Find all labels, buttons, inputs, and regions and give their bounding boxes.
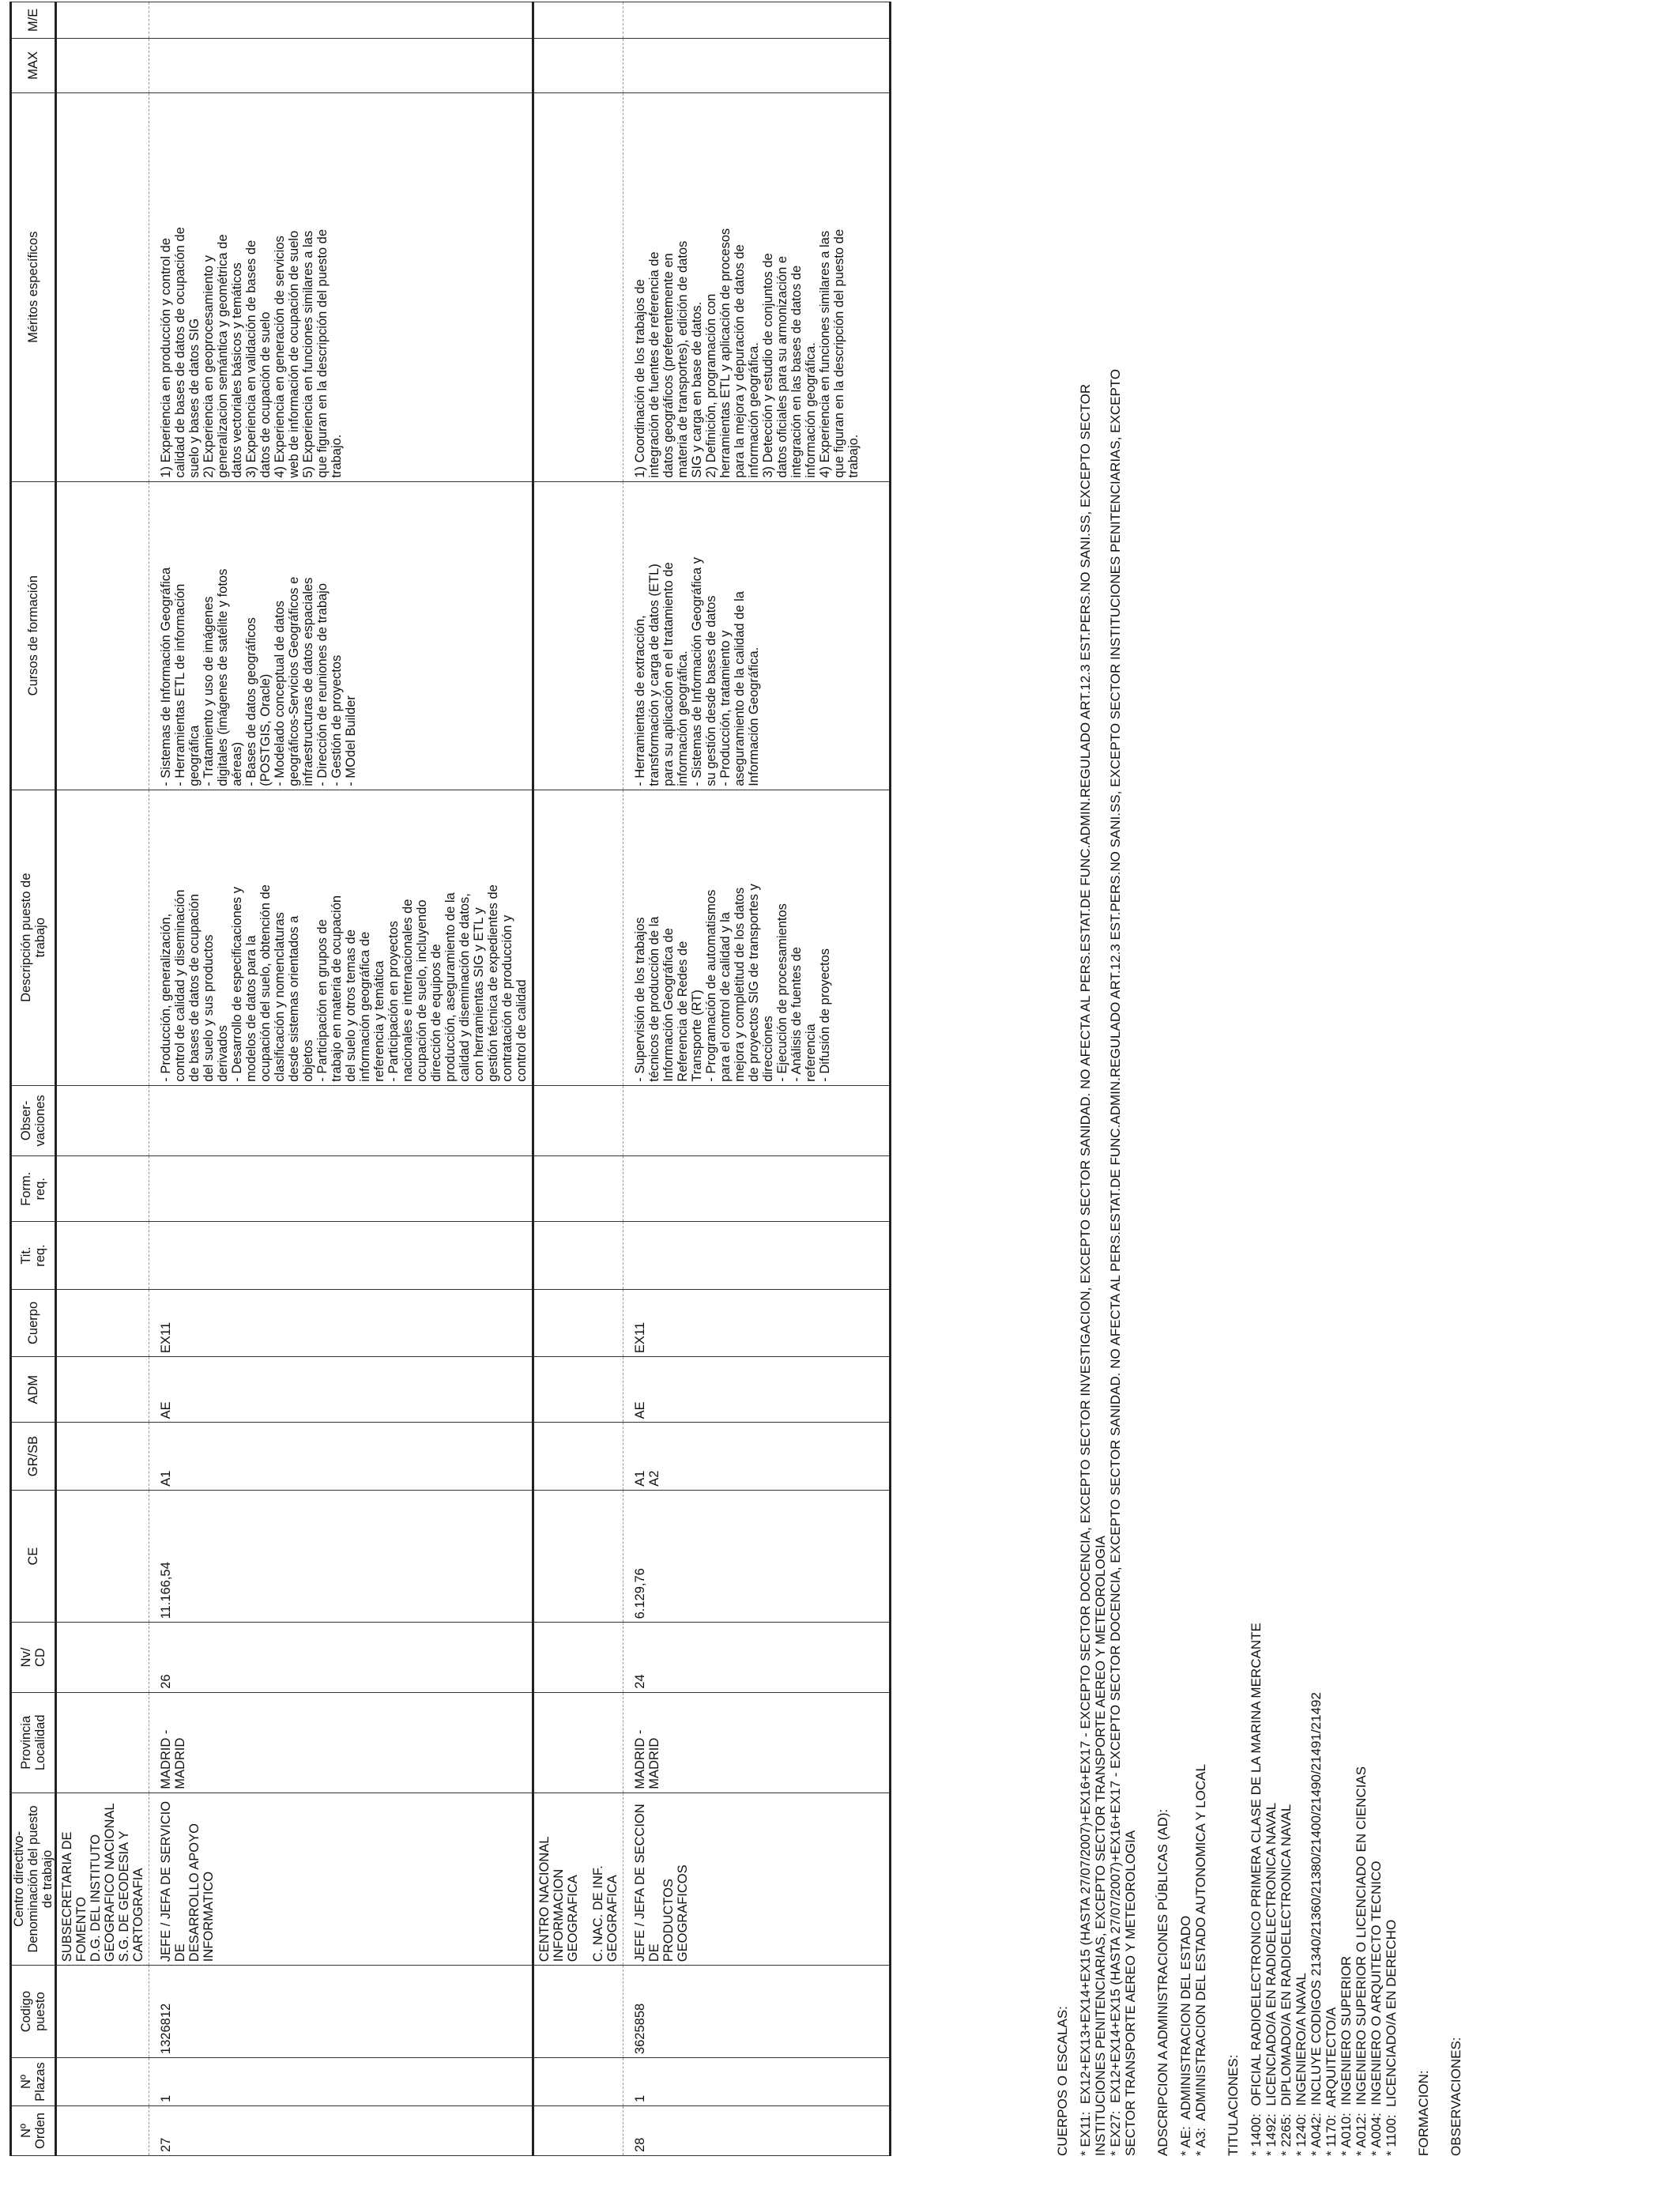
header-meritos: Méritos específicos — [11, 92, 56, 481]
me-cell — [149, 2, 533, 39]
header-grsb: GR/SB — [11, 1423, 56, 1490]
cuerpo-cell: EX11 — [623, 1289, 891, 1356]
adm-cell: AE — [623, 1357, 891, 1423]
positions-table — [9, 2, 891, 2156]
header-form: Form. req. — [11, 1156, 56, 1222]
header-row — [11, 2, 56, 2156]
denominacion-cell: JEFE / JEFA DE SERVICIO DE DESARROLLO APOYO INFORMATICO — [149, 1793, 533, 1965]
header-me: M/E — [11, 2, 56, 39]
cursos-cell: - Herramientas de extracción, transformación y carga de datos (ETL) para su aplicación en el tratamiento de información geográfica. - Sistemas de Información Geográfica y su gestión desde bases de datos - Producción, tratamiento y aseguramiento de la calidad de la Información Geográfica. — [623, 481, 891, 790]
provincia-cell: MADRID - MADRID — [149, 1692, 533, 1793]
cuerpos-text: * EX11: EX12+EX13+EX14+EX15 (HASTA 27/07/2007)+EX16+EX17 - EXCEPTO SECTOR DOCENCIA, EXCEPTO SECTOR INVESTIGACION, EXCEPTO SECTOR SANIDAD. NO AFECTA AL PERS.ESTAT.DE FUNC.ADMIN.REGULADO ART.12.3 EST.PERS.NO SANI.SS, EXCEPTO SECTOR INSTITUCIONES PENITENCIARIAS, EXCEPTO SECTOR TRANSPORTE AEREO Y METEOROLOGIA * EX27: EX12+EX14+EX15 (HASTA 27/07/2007)+EX16+EX17 - EXCEPTO SECTOR DOCENCIA, EXCEPTO SECTOR SANIDAD. NO AFECTA AL PERS.ESTAT.DE FUNC.ADMIN.REGULADO ART.12.3 EST.PERS.NO SANI.SS, EXCEPTO SECTOR INSTITUCIONES PENITENCIARIAS, EXCEPTO SECTOR TRANSPORTE AEREO Y METEOROLOGIA — [1078, 368, 1138, 2156]
header-orden: Nº Orden — [11, 2106, 56, 2156]
titulaciones-text: * 1400: OFICIAL RADIOELECTRONICO PRIMERA CLASE DE LA MARINA MERCANTE * 1492: LICENCIADO/A EN RADIOELECTRONICA NAVAL * 2265: DIPLOMADO/A EN RADIOELECTRONICA NAVAL * 1240: INGENIERO/A NAVAL * A042: INCLUYE CODIGOS 21340/21360/21380/21400/21490/21491/21492 * 1170: ARQUITECTO/A * A010: INGENIERO SUPERIOR * A012: INGENIERO SUPERIOR O LICENCIADO EN CIENCIAS * A004: INGENIERO O ARQUITECTO TECNICO * 1100: LICENCIADO/A EN DERECHO — [1249, 1623, 1399, 2156]
adscripcion-title: ADSCRIPCION A ADMINISTRACIONES PÚBLICAS (AD): — [1155, 1808, 1170, 2156]
codigo-cell: 1326812 — [149, 1966, 533, 2058]
header-cursos: Cursos de formación — [11, 481, 56, 790]
header-cuerpo: Cuerpo — [11, 1289, 56, 1356]
cursos-cell: - Sistemas de Información Geográfica - Herramientas ETL de información geográfica - Tratamiento y uso de imágenes digitales (imágenes de satélite y fotos aéreas) - Bases de datos geográficos (POSTGIS, Oracle) - Modelado conceptual de datos geográficos-Servicios Geográficos e infraestructuras de datos espaciales - Dirección de reuniones de trabajo - Gestión de proyectos - MOdel Builder — [149, 481, 533, 790]
org-block: SUBSECRETARIA DE FOMENTO D.G. DEL INSTITUTO GEOGRAFICO NACIONAL S.G. DE GEODESIA Y CARTOGRAFIA — [56, 1793, 149, 1965]
obs-cell — [623, 1085, 891, 1155]
plazas-cell: 1 — [149, 2058, 533, 2106]
grsb-cell: A1 — [149, 1423, 533, 1490]
plazas-cell: 1 — [623, 2058, 891, 2106]
descripcion-cell: - Supervisión de los trabajos técnicos de producción de la Información Geográfica de Referencia de Redes de Transporte (RT) - Programación de automatismos para el control de calidad y la mejora y completitud de los datos de proyectos SIG de transportes y direcciones - Ejecución de procesamientos - Análisis de fuentes de referencia - Difusión de proyectos — [623, 790, 891, 1085]
header-obs: Obser- vaciones — [11, 1085, 56, 1155]
unit-row — [533, 2, 623, 2156]
header-max: MAX — [11, 38, 56, 92]
titulaciones-title: TITULACIONES: — [1226, 2054, 1241, 2156]
header-centro: Centro directivo- Denominación del puesto de trabajo — [11, 1793, 56, 1965]
orden-cell: 27 — [149, 2106, 533, 2156]
grsb-cell: A1 A2 — [623, 1423, 891, 1490]
header-tit: Tit. req. — [11, 1222, 56, 1289]
table-row — [149, 2, 533, 2156]
header-plazas: Nº Plazas — [11, 2058, 56, 2106]
adm-cell: AE — [149, 1357, 533, 1423]
obs-cell — [149, 1085, 533, 1155]
meritos-cell: 1) Coordinación de los trabajos de integración de fuentes de referencia de datos geográficos (preferentemente en materia de transportes), edición de datos SIG y carga en base de datos. 2) Definición, programación con herramientas ETL y aplicación de procesos para la mejora y depuración de datos de información geográfica. 3) Detección y estudio de conjuntos de datos oficiales para su armonización e integración en las bases de datos de información geográfica. 4) Experiencia en funciones similares a las que figuran en la descripción del puesto de trabajo. — [623, 92, 891, 481]
provincia-cell: MADRID - MADRID — [623, 1692, 891, 1793]
unit-name: CENTRO NACIONAL INFORMACION GEOGRAFICA — [537, 1836, 580, 1962]
form-cell — [623, 1156, 891, 1222]
header-adm: ADM — [11, 1357, 56, 1423]
nivel-cell: 26 — [149, 1623, 533, 1692]
descripcion-cell: - Producción, generalización, control de calidad y diseminación de bases de datos de ocupación del suelo y sus productos derivados - Desarrollo de especificaciones y modelos de datos para la ocupación del suelo, obtención de clasificación y nomenclaturas desde sistemas orientados a objetos - Participación en grupos de trabajo en materia de ocupación del suelo y otros temas de información geográfica de referencia y temática - Participación en proyectos nacionales e internacionales de ocupación de suelo, incluyendo dirección de equipos de producción, aseguramiento de la calidad y diseminación de datos, con herramientas SIG y ETL y gestión técnica de expedientes de contratación de producción y control de calidad — [149, 790, 533, 1085]
formacion-title: FORMACION: — [1416, 2070, 1431, 2156]
header-provincia: Provincia Localidad — [11, 1692, 56, 1793]
unit-block — [533, 1793, 623, 1965]
header-descripcion: Descripción puesto de trabajo — [11, 790, 56, 1085]
unit-short: C. NAC. DE INF. GEOGRAFICA — [591, 1865, 620, 1962]
header-ce: CE — [11, 1490, 56, 1623]
nivel-cell: 24 — [623, 1623, 891, 1692]
ce-cell: 11.166,54 — [149, 1490, 533, 1623]
meritos-cell: 1) Experiencia en producción y control de calidad de bases de datos de ocupación de suelo y bases de datos SIG 2) Experiencia en geoprocesamiento y generalizacion semántica y geométrica de datos vectoriales básicos y temáticos 3) Experiencia en validación de bases de datos de ocupación de suelo 4) Experiencia en generación de servicios web de información de ocupación de suelo 5) Experiencia en funciones similares a las que figuran en la descripción del puesto de trabajo. — [149, 92, 533, 481]
notes-section — [1055, 22, 1481, 2156]
table-row — [623, 2, 891, 2156]
tit-cell — [623, 1222, 891, 1289]
orden-cell: 28 — [623, 2106, 891, 2156]
cuerpos-title: CUERPOS O ESCALAS: — [1055, 2006, 1070, 2156]
ce-cell: 6.129,76 — [623, 1490, 891, 1623]
org-block-row — [56, 2, 149, 2156]
form-cell — [149, 1156, 533, 1222]
tit-cell — [149, 1222, 533, 1289]
me-cell — [623, 2, 891, 39]
max-cell — [149, 38, 533, 92]
header-codigo: Codigo puesto — [11, 1966, 56, 2058]
cuerpo-cell: EX11 — [149, 1289, 533, 1356]
observaciones-title: OBSERVACIONES: — [1448, 2037, 1463, 2156]
header-nivel: Nv/ CD — [11, 1623, 56, 1692]
denominacion-cell: JEFE / JEFA DE SECCION DE PRODUCTOS GEOGRAFICOS — [623, 1793, 891, 1965]
codigo-cell: 3625858 — [623, 1966, 891, 2058]
max-cell — [623, 38, 891, 92]
adscripcion-text: * AE: ADMINISTRACION DEL ESTADO * A3: ADMINISTRACION DEL ESTADO AUTONOMICA Y LOCAL — [1178, 1764, 1208, 2156]
